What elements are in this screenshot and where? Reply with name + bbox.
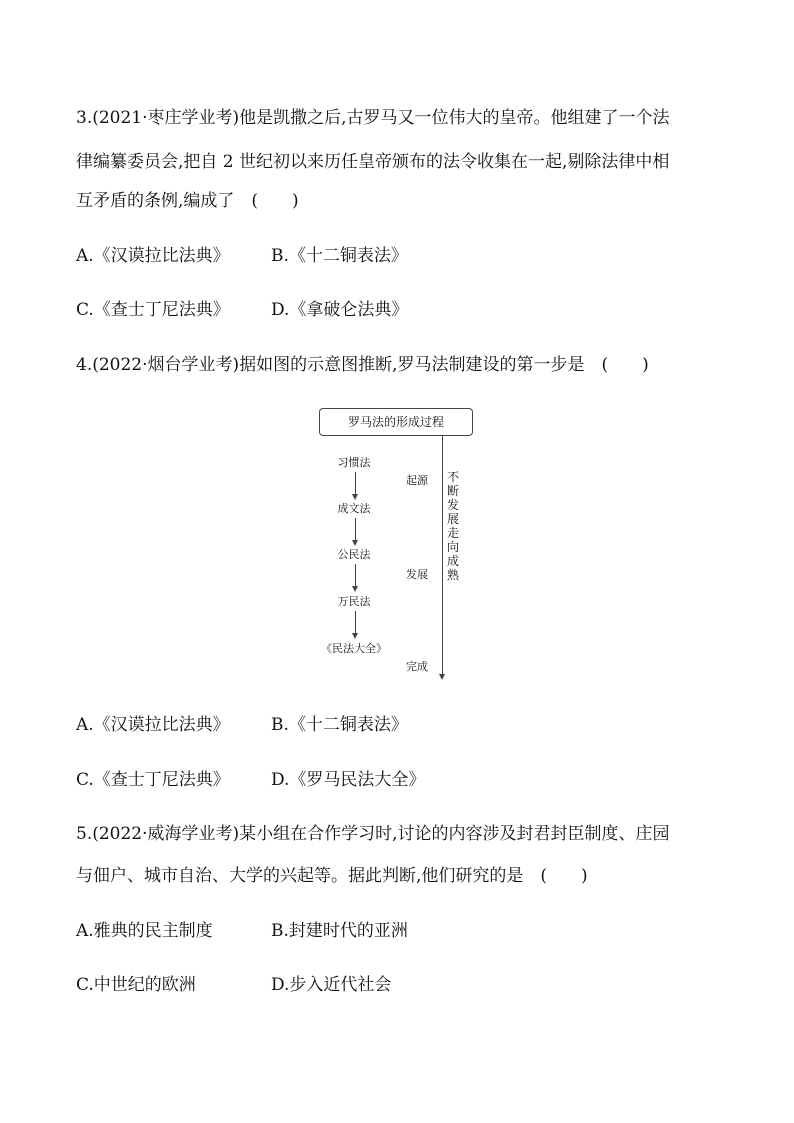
q3-stem-line-2: 律编纂委员会,把自 2 世纪初以来历任皇帝颁布的法令收集在一起,剔除法律中相 (76, 152, 670, 172)
diagram-connector (355, 564, 356, 586)
q4-option-a: A.《汉谟拉比法典》 (76, 715, 230, 735)
q3-stem-line-3: 互矛盾的条例,编成了 ( ) (76, 191, 299, 211)
diagram-node-corpus-juris-civilis: 《民法大全》 (321, 642, 387, 655)
q5-option-d: D.步入近代社会 (271, 975, 392, 995)
diagram-node-written-law: 成文法 (337, 502, 371, 515)
diagram-connector (355, 611, 356, 633)
q3-option-b: B.《十二铜表法》 (271, 246, 408, 266)
q3-option-c: C.《查士丁尼法典》 (76, 300, 230, 320)
q4-option-b: B.《十二铜表法》 (271, 715, 408, 735)
roman-law-diagram (300, 400, 500, 690)
diagram-connector (355, 472, 356, 494)
q3-stem-line-1: 3.(2021·枣庄学业考)他是凯撒之后,古罗马又一位伟大的皇帝。他组建了一个法 (76, 108, 670, 128)
diagram-title: 罗马法的形成过程 (319, 408, 473, 436)
diagram-node-customary-law: 习惯法 (337, 456, 371, 469)
q5-stem-line-2: 与佃户、城市自治、大学的兴起等。据此判断,他们研究的是 ( ) (76, 866, 588, 886)
q3-option-a: A.《汉谟拉比法典》 (76, 246, 230, 266)
diagram-side-label: 不断发展走向成熟 (447, 470, 460, 582)
diagram-node-law-of-nations: 万民法 (337, 595, 371, 608)
q3-option-d: D.《拿破仑法典》 (271, 300, 409, 320)
diagram-timeline-arrow (442, 436, 443, 674)
q5-stem-line-1: 5.(2022·威海学业考)某小组在合作学习时,讨论的内容涉及封君封臣制度、庄园 (76, 824, 670, 844)
diagram-stage-development: 发展 (406, 568, 428, 581)
diagram-stage-completion: 完成 (406, 660, 428, 673)
q5-option-b: B.封建时代的亚洲 (271, 921, 408, 941)
q4-stem: 4.(2022·烟台学业考)据如图的示意图推断,罗马法制建设的第一步是 ( ) (76, 355, 649, 375)
diagram-connector (355, 518, 356, 540)
q4-option-d: D.《罗马民法大全》 (271, 770, 426, 790)
diagram-stage-origin: 起源 (406, 474, 428, 487)
q5-option-c: C.中世纪的欧洲 (76, 975, 196, 995)
diagram-node-civil-law: 公民法 (337, 548, 371, 561)
q4-option-c: C.《查士丁尼法典》 (76, 770, 230, 790)
q5-option-a: A.雅典的民主制度 (76, 921, 213, 941)
